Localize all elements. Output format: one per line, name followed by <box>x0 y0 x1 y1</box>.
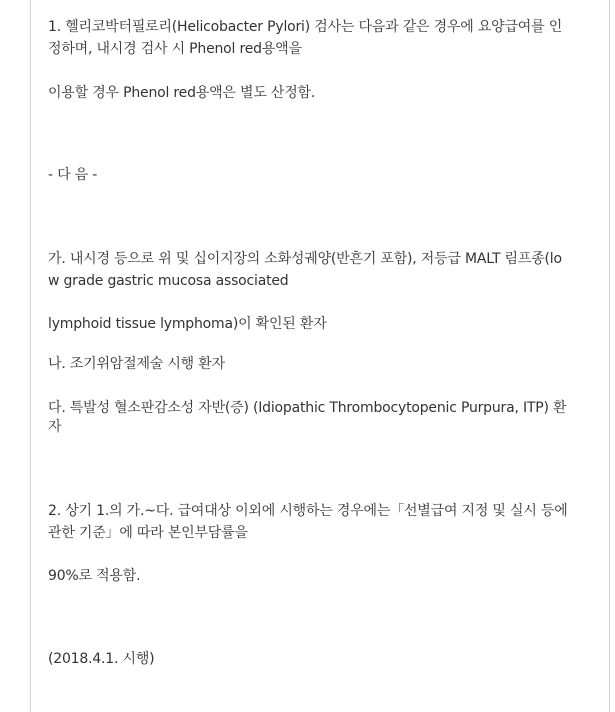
item2-text-line2: 관한 기준」에 따라 본인부담률을 <box>48 525 248 541</box>
document-panel <box>30 0 610 712</box>
right-margin <box>610 0 615 712</box>
item2-text-line3: 90%로 적용함. <box>48 568 141 584</box>
sub-item-ga-line3: lymphoid tissue lymphoma)이 확인된 환자 <box>48 316 327 332</box>
item2-text-line1: 2. 상기 1.의 가.~다. 급여대상 이외에 시행하는 경우에는「선별급여 지정 및 실시 등에 <box>48 503 568 519</box>
effective-date: (2018.4.1. 시행) <box>48 651 155 667</box>
item1-text-line3: 이용할 경우 Phenol red용액은 별도 산정함. <box>48 85 316 101</box>
separator-heading: - 다 음 - <box>48 167 98 183</box>
sub-item-ga-line1: 가. 내시경 등으로 위 및 십이지장의 소화성궤양(반흔기 포함), 저등급 MALT 림프종(lo <box>48 251 562 267</box>
sub-item-na: 나. 조기위암절제술 시행 환자 <box>48 356 225 372</box>
sub-item-ga-line2: w grade gastric mucosa associated <box>48 273 289 289</box>
item1-text-line1: 1. 헬리코박터필로리(Helicobacter Pylori) 검사는 다음과 같은 경우에 요양급여를 인 <box>48 19 563 35</box>
sub-item-da-line2: 자 <box>48 419 62 435</box>
sub-item-da-line1: 다. 특발성 혈소판감소성 자반(증) (Idiopathic Thrombocytopenic Purpura, ITP) 환 <box>48 400 567 416</box>
item1-text-line2: 정하며, 내시경 검사 시 Phenol red용액을 <box>48 41 302 57</box>
left-margin <box>0 0 30 712</box>
